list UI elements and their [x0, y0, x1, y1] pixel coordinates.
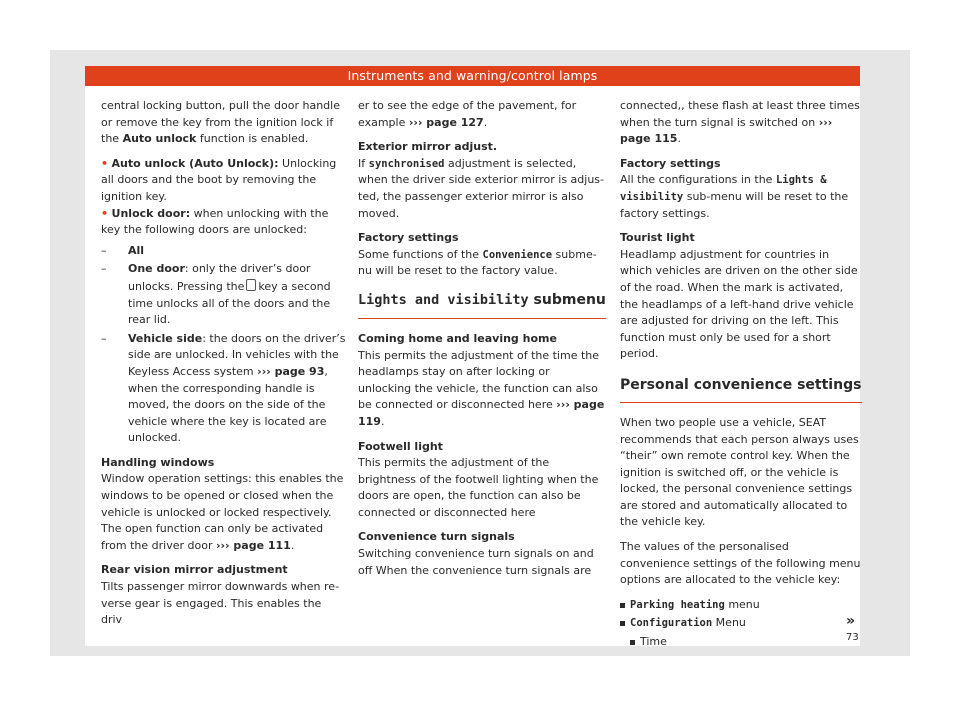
square-bullet-icon — [630, 640, 635, 645]
sub-menu-list — [620, 634, 862, 651]
sub-heading: Handling windows — [101, 455, 215, 469]
page-number: 73 — [846, 632, 859, 643]
sub-heading: Coming home and leaving home — [358, 331, 557, 345]
header-bar — [85, 66, 860, 86]
page-reference-link[interactable]: ››› page 93 — [257, 364, 325, 378]
paragraph: Headlamp adjustment for countries in which vehicles are driven on the other side of the road. When the mark is activated, the headlamps of a left-hand drive vehicle are adjusted for driving on the left. This function must only be used for a short period. — [620, 247, 858, 361]
continue-icon: » — [846, 613, 856, 629]
sub-heading: Tourist light — [620, 231, 695, 245]
paragraph: er to see the edge of the pavement, for example ››› page 127. — [358, 99, 577, 129]
section-heading: Personal convenience settings — [620, 375, 862, 403]
paragraph: If synchronised adjustment is selected, when the driver side exterior mirror is adjusted, the passenger exterior mirror is also moved. — [358, 156, 605, 220]
list-item: – Vehicle side: the doors on the driver’s side are unlocked. In vehicles with the Keyless Access system ››› page 93, when the corresponding handle is moved, the doors on the side of the vehicle where the key is located are unlocked. — [101, 331, 346, 445]
list-item: Configuration Menu — [620, 615, 862, 632]
paragraph: All the configurations in the Lights & visibility sub-menu will be reset to the factory settings. — [620, 173, 849, 220]
list-item: – One door: only the driver’s door unlocks. Pressing the key a second time unlocks all of the doors and the rear lid. — [101, 262, 331, 327]
dash-list — [101, 243, 346, 447]
lock-key-icon — [246, 279, 256, 291]
column-3 — [620, 98, 862, 653]
column-1 — [101, 98, 346, 637]
paragraph: This permits the adjustment of the brightness of the footwell lighting when the doors are open, the function can also be connected or disconnected here — [358, 456, 599, 519]
paragraph: Tilts passenger mirror downwards when reverse gear is engaged. This enables the driv — [101, 580, 340, 627]
paragraph: Some functions of the Convenience submenu will be reset to the factory value. — [358, 247, 597, 278]
menu-code: synchronised — [368, 157, 445, 170]
sub-heading: Factory settings — [620, 156, 721, 170]
list-item: Parking heating menu — [620, 597, 862, 614]
paragraph: connected,, these flash at least three times when the turn signal is switched on ››› page 115. — [620, 99, 860, 146]
menu-code: Lights & visibility — [620, 174, 827, 203]
bullet-icon: • — [101, 206, 109, 220]
page-reference-link[interactable]: ››› page 119 — [358, 398, 605, 428]
square-bullet-icon — [620, 621, 625, 626]
paragraph: Switching convenience turn signals on and off When the convenience turn signals are — [358, 547, 594, 577]
sub-heading: Factory settings — [358, 231, 459, 245]
page-title: Instruments and warning/control lamps — [347, 68, 598, 83]
sub-heading: Rear vision mirror adjustment — [101, 563, 288, 577]
square-bullet-icon — [620, 603, 625, 608]
column-2 — [358, 98, 606, 587]
paragraph: The values of the personalised convenience settings of the following menu options are allocated to the vehicle key: — [620, 540, 861, 587]
sub-heading: Exterior mirror adjust. — [358, 140, 498, 154]
list-item: Time — [620, 634, 862, 651]
menu-code: Convenience — [482, 248, 553, 261]
paragraph: central locking button, pull the door handle or remove the key from the ignition lock if the Auto unlock function is enabled. — [101, 99, 340, 146]
sub-heading: Footwell light — [358, 439, 443, 453]
bullet-item: • Unlock door: when unlocking with the key the following doors are unlocked: — [101, 206, 329, 237]
sub-heading: Convenience turn signals — [358, 530, 515, 544]
menu-list — [620, 597, 862, 632]
page-reference-link[interactable]: ››› page 111 — [215, 538, 291, 552]
paragraph: This permits the adjustment of the time the headlamps stay on after locking or unlocking the vehicle, the function can also be connected or disconnected here ››› page 119. — [358, 348, 605, 428]
paragraph: Window operation settings: this enables the windows to be opened or closed when the vehicle is unlocked or locked respectively. The open function can only be activated from the driver door ››› page 111. — [101, 472, 344, 552]
bullet-icon: • — [101, 156, 109, 170]
section-heading: Lights and visibility submenu — [358, 290, 606, 319]
paragraph: When two people use a vehicle, SEAT recommends that each person always uses “their” own remote control key. When the ignition is switched off, or the vehicle is locked, the personal convenience settings are stored and automatically allocated to the vehicle key. — [620, 415, 859, 529]
page-reference-link[interactable]: ››› page 115 — [620, 115, 833, 146]
page-reference-link[interactable]: ››› page 127 — [408, 115, 484, 129]
bullet-item: • Auto unlock (Auto Unlock): Unlocking all doors and the boot by removing the ignition key. — [101, 156, 337, 203]
list-item: – All — [101, 243, 145, 257]
